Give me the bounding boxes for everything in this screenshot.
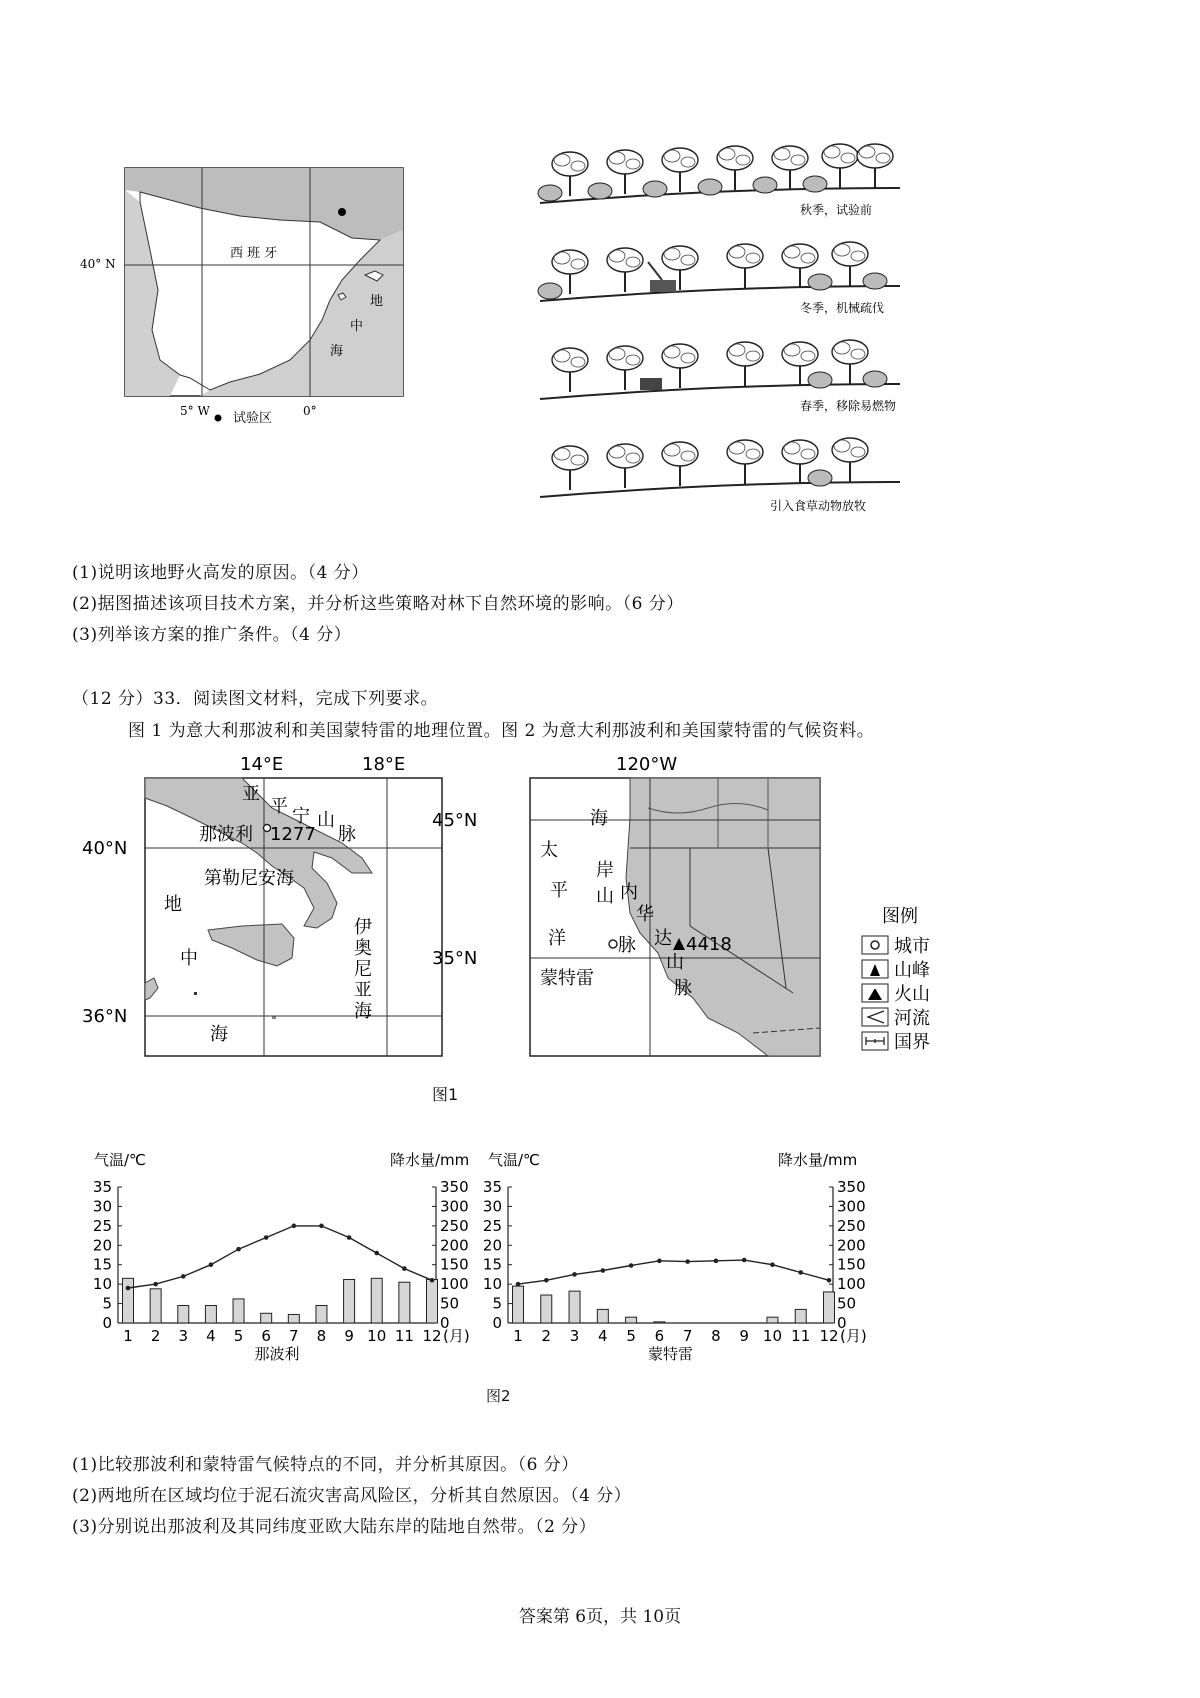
california-map [432, 748, 838, 1078]
forest-panel-3 [540, 340, 900, 413]
temperature-point [374, 1251, 379, 1256]
legend-city [862, 936, 930, 957]
temperature-point [153, 1282, 158, 1287]
month-label: 12 [422, 1327, 442, 1345]
left-tick-label: 0 [102, 1314, 112, 1332]
coast-4: 脉 [618, 935, 636, 956]
legend-test-area: 试验区 [233, 411, 273, 426]
spain-label: 西 班 牙 [230, 246, 278, 261]
q33-intro: 图 1 为意大利那波利和美国蒙特雷的地理位置。图 2 为意大利那波利和美国蒙特雷的气候资料。 [128, 721, 875, 741]
temperature-point [685, 1259, 690, 1264]
right-tick-label: 150 [440, 1255, 469, 1274]
month-label: 8 [711, 1327, 721, 1345]
ionian-1: 伊 [354, 917, 372, 938]
forest-panel-1 [538, 144, 900, 217]
left-tick-label: 5 [102, 1294, 112, 1313]
precip-bar [344, 1279, 355, 1323]
temperature-point [827, 1278, 832, 1283]
right-tick-label: 150 [837, 1255, 866, 1274]
temperature-point [264, 1235, 269, 1240]
page-footer: 答案第 6页，共 10页 [518, 1607, 682, 1627]
month-label: 7 [289, 1327, 299, 1345]
precip-bar [513, 1286, 524, 1323]
temperature-point [126, 1286, 131, 1291]
temperature-point [181, 1274, 186, 1279]
ocean-3: 洋 [548, 928, 566, 949]
lon-0-label: 0° [303, 404, 317, 418]
right-axis-title: 降水量/mm [778, 1151, 858, 1169]
right-tick-label: 0 [440, 1314, 450, 1332]
fig2-label: 图2 [486, 1387, 511, 1405]
svg-text:火山: 火山 [894, 984, 930, 1005]
month-label: 4 [598, 1327, 608, 1345]
italy-map [82, 748, 472, 1078]
temperature-point [657, 1259, 662, 1264]
precip-bar [205, 1306, 216, 1323]
month-label: 8 [316, 1327, 327, 1345]
label-ning: 宁 [292, 806, 310, 827]
italy-lon-14: 14°E [240, 754, 284, 775]
left-tick-label: 0 [492, 1314, 502, 1332]
q33-header: （12 分）33．阅读图文材料，完成下列要求。 [72, 689, 439, 709]
cal-lat-45: 45°N [432, 810, 478, 831]
monterey-climate-chart [482, 1145, 928, 1375]
italy-lat-40: 40°N [82, 838, 128, 859]
label-shan: 山 [317, 810, 335, 831]
map-legend [860, 900, 970, 1075]
city-icon [871, 941, 879, 949]
legend-title: 图例 [882, 906, 918, 927]
right-tick-label: 250 [837, 1216, 866, 1235]
precip-bar [399, 1282, 410, 1323]
q32-item-2: (2)据图描述该项目技术方案，并分析这些策略对林下自然环境的影响。（6 分） [72, 594, 684, 614]
month-label: 5 [233, 1327, 244, 1345]
lon-5w-label: 5° W [180, 404, 210, 418]
month-unit: (月) [443, 1327, 470, 1345]
temperature-point [544, 1278, 549, 1283]
temperature-point [236, 1247, 241, 1252]
ionian-3: 尼 [354, 959, 372, 980]
right-tick-label: 50 [837, 1294, 857, 1313]
month-label: 11 [791, 1327, 811, 1345]
legend-volcano [862, 984, 930, 1005]
right-tick-label: 350 [440, 1178, 469, 1196]
month-label: 9 [344, 1327, 354, 1345]
precip-bar [233, 1299, 244, 1323]
chart-title: 那波利 [254, 1345, 300, 1363]
month-label: 3 [178, 1327, 189, 1345]
precip-bar [654, 1322, 665, 1323]
sea-char-3: 海 [330, 344, 344, 359]
lat-40-label: 40° N [80, 257, 116, 271]
spain-map [80, 150, 440, 440]
svg-text:国界: 国界 [894, 1032, 930, 1053]
temperature-point [770, 1262, 775, 1267]
right-axis-title: 降水量/mm [390, 1151, 470, 1169]
precip-bar [767, 1317, 778, 1323]
left-tick-label: 35 [92, 1178, 112, 1196]
temperature-point [319, 1224, 324, 1229]
label-ping: 平 [270, 796, 288, 817]
left-tick-label: 20 [92, 1236, 112, 1255]
sierra-4: 山 [666, 952, 684, 973]
sierra-2: 华 [636, 904, 654, 925]
left-tick-label: 5 [492, 1294, 502, 1313]
temperature-point [516, 1282, 521, 1287]
precip-bar [261, 1313, 272, 1323]
precip-bar [597, 1309, 608, 1323]
temperature-point [402, 1266, 407, 1271]
legend-border [862, 1032, 930, 1053]
temperature-point [601, 1268, 606, 1273]
month-label: 10 [762, 1327, 783, 1345]
left-tick-label: 25 [482, 1216, 502, 1235]
precip-bar [795, 1309, 806, 1323]
naples-climate-chart [88, 1145, 488, 1375]
right-tick-label: 100 [837, 1275, 866, 1294]
sierra-5: 脉 [674, 978, 692, 999]
forest-caption-2: 冬季，机械疏伐 [800, 301, 885, 315]
label-mai: 脉 [338, 824, 356, 845]
month-label: 9 [739, 1327, 749, 1345]
right-tick-label: 350 [837, 1178, 866, 1196]
coast-1: 海 [590, 808, 608, 829]
temperature-point [347, 1235, 352, 1240]
svg-text:河流: 河流 [894, 1008, 930, 1029]
forest-panels [530, 118, 910, 528]
precip-bar [371, 1278, 382, 1323]
temperature-point [292, 1224, 297, 1229]
naples-label: 那波利 [199, 824, 253, 845]
fig1-label: 图1 [432, 1085, 459, 1104]
temperature-point [798, 1270, 803, 1275]
chart-title: 蒙特雷 [647, 1345, 694, 1363]
temperature-line [128, 1226, 432, 1288]
forest-panel-4 [540, 438, 900, 513]
label-hai: 海 [210, 1024, 228, 1045]
q33-item-2: (2)两地所在区域均位于泥石流灾害高风险区，分析其自然原因。（4 分） [72, 1486, 632, 1506]
label-ya: 亚 [242, 784, 260, 805]
forest-caption-3: 春季，移除易燃物 [800, 399, 897, 413]
label-di: 地 [164, 894, 182, 915]
sea-char-2: 中 [350, 319, 364, 334]
precip-bar [824, 1292, 835, 1323]
month-label: 10 [367, 1327, 387, 1345]
left-tick-label: 15 [482, 1255, 502, 1274]
temperature-point [714, 1259, 719, 1264]
coast-3: 山 [596, 886, 614, 907]
italy-lon-18: 18°E [362, 754, 406, 775]
legend-river [862, 1008, 930, 1029]
peak-4418: 4418 [686, 934, 732, 955]
q33-item-3: (3)分别说出那波利及其同纬度亚欧大陆东岸的陆地自然带。（2 分） [72, 1517, 597, 1537]
precip-bar [626, 1317, 637, 1323]
precip-bar [150, 1289, 161, 1323]
left-tick-label: 35 [482, 1178, 502, 1196]
test-area-dot [338, 208, 346, 216]
precip-bar [123, 1278, 134, 1323]
month-label: 3 [569, 1327, 580, 1345]
precip-bar [541, 1295, 552, 1323]
precip-bar [569, 1291, 580, 1323]
label-zhong: 中 [180, 948, 198, 969]
month-label: 5 [626, 1327, 636, 1345]
month-label: 11 [394, 1327, 414, 1345]
month-label: 2 [541, 1327, 552, 1345]
left-tick-label: 20 [482, 1236, 502, 1255]
svg-text:城市: 城市 [894, 936, 930, 957]
ionian-2: 奥 [354, 938, 372, 959]
ionian-5: 海 [354, 1001, 372, 1022]
right-tick-label: 300 [837, 1197, 866, 1216]
month-label: 1 [123, 1327, 133, 1345]
q32-item-1: (1)说明该地野火高发的原因。（4 分） [72, 563, 369, 583]
ionian-4: 亚 [354, 980, 372, 1001]
right-tick-label: 50 [440, 1294, 460, 1313]
svg-text:山峰: 山峰 [894, 960, 930, 981]
ocean-2: 平 [550, 880, 568, 901]
left-axis-title: 气温/℃ [94, 1151, 146, 1169]
month-unit: (月) [840, 1327, 867, 1345]
coast-2: 岸 [596, 860, 614, 881]
temperature-point [572, 1272, 577, 1277]
right-tick-label: 200 [440, 1236, 469, 1255]
month-label: 12 [819, 1327, 839, 1345]
sierra-3: 达 [654, 928, 672, 949]
left-tick-label: 30 [92, 1197, 112, 1216]
cal-lat-35: 35°N [432, 948, 478, 969]
tyrrhenian-sea: 第勒尼安海 [204, 868, 294, 889]
month-label: 1 [513, 1327, 523, 1345]
forest-caption-1: 秋季，试验前 [800, 203, 873, 217]
precip-bar [427, 1279, 438, 1323]
cal-lon-120: 120°W [616, 754, 678, 775]
temperature-point [209, 1262, 214, 1267]
left-tick-label: 10 [92, 1275, 112, 1294]
precip-bar [178, 1306, 189, 1323]
temperature-point [430, 1278, 435, 1283]
month-label: 4 [206, 1327, 216, 1345]
right-tick-label: 0 [837, 1314, 847, 1332]
month-label: 7 [682, 1327, 693, 1345]
italy-lat-36: 36°N [82, 1006, 128, 1027]
legend-dot [215, 415, 222, 422]
left-axis-title: 气温/℃ [488, 1151, 540, 1169]
ocean-1: 太 [540, 840, 558, 861]
temperature-point [629, 1263, 634, 1268]
sea-char-1: 地 [370, 294, 384, 309]
legend-peak [862, 960, 930, 981]
forest-panel-2 [538, 242, 900, 315]
left-tick-label: 25 [92, 1216, 112, 1235]
right-tick-label: 300 [440, 1197, 469, 1216]
month-label: 2 [150, 1327, 161, 1345]
month-label: 6 [654, 1327, 665, 1345]
forest-caption-4: 引入食草动物放牧 [770, 499, 867, 513]
monterey-label: 蒙特雷 [540, 968, 594, 989]
q32-item-3: (3)列举该方案的推广条件。（4 分） [72, 625, 352, 645]
sierra-1: 内 [620, 882, 638, 903]
right-tick-label: 200 [837, 1236, 866, 1255]
left-tick-label: 30 [482, 1197, 502, 1216]
peak-1277: 1277 [270, 824, 316, 845]
monterey-city-dot [609, 940, 617, 948]
month-label: 6 [261, 1327, 271, 1345]
left-tick-label: 10 [482, 1275, 502, 1294]
right-tick-label: 100 [440, 1275, 469, 1294]
precip-bar [316, 1306, 327, 1323]
temperature-point [742, 1258, 747, 1263]
temperature-line [518, 1260, 829, 1284]
right-tick-label: 250 [440, 1216, 469, 1235]
left-tick-label: 15 [92, 1255, 112, 1274]
precip-bar [288, 1314, 299, 1323]
q33-item-1: (1)比较那波利和蒙特雷气候特点的不同，并分析其原因。（6 分） [72, 1455, 579, 1475]
